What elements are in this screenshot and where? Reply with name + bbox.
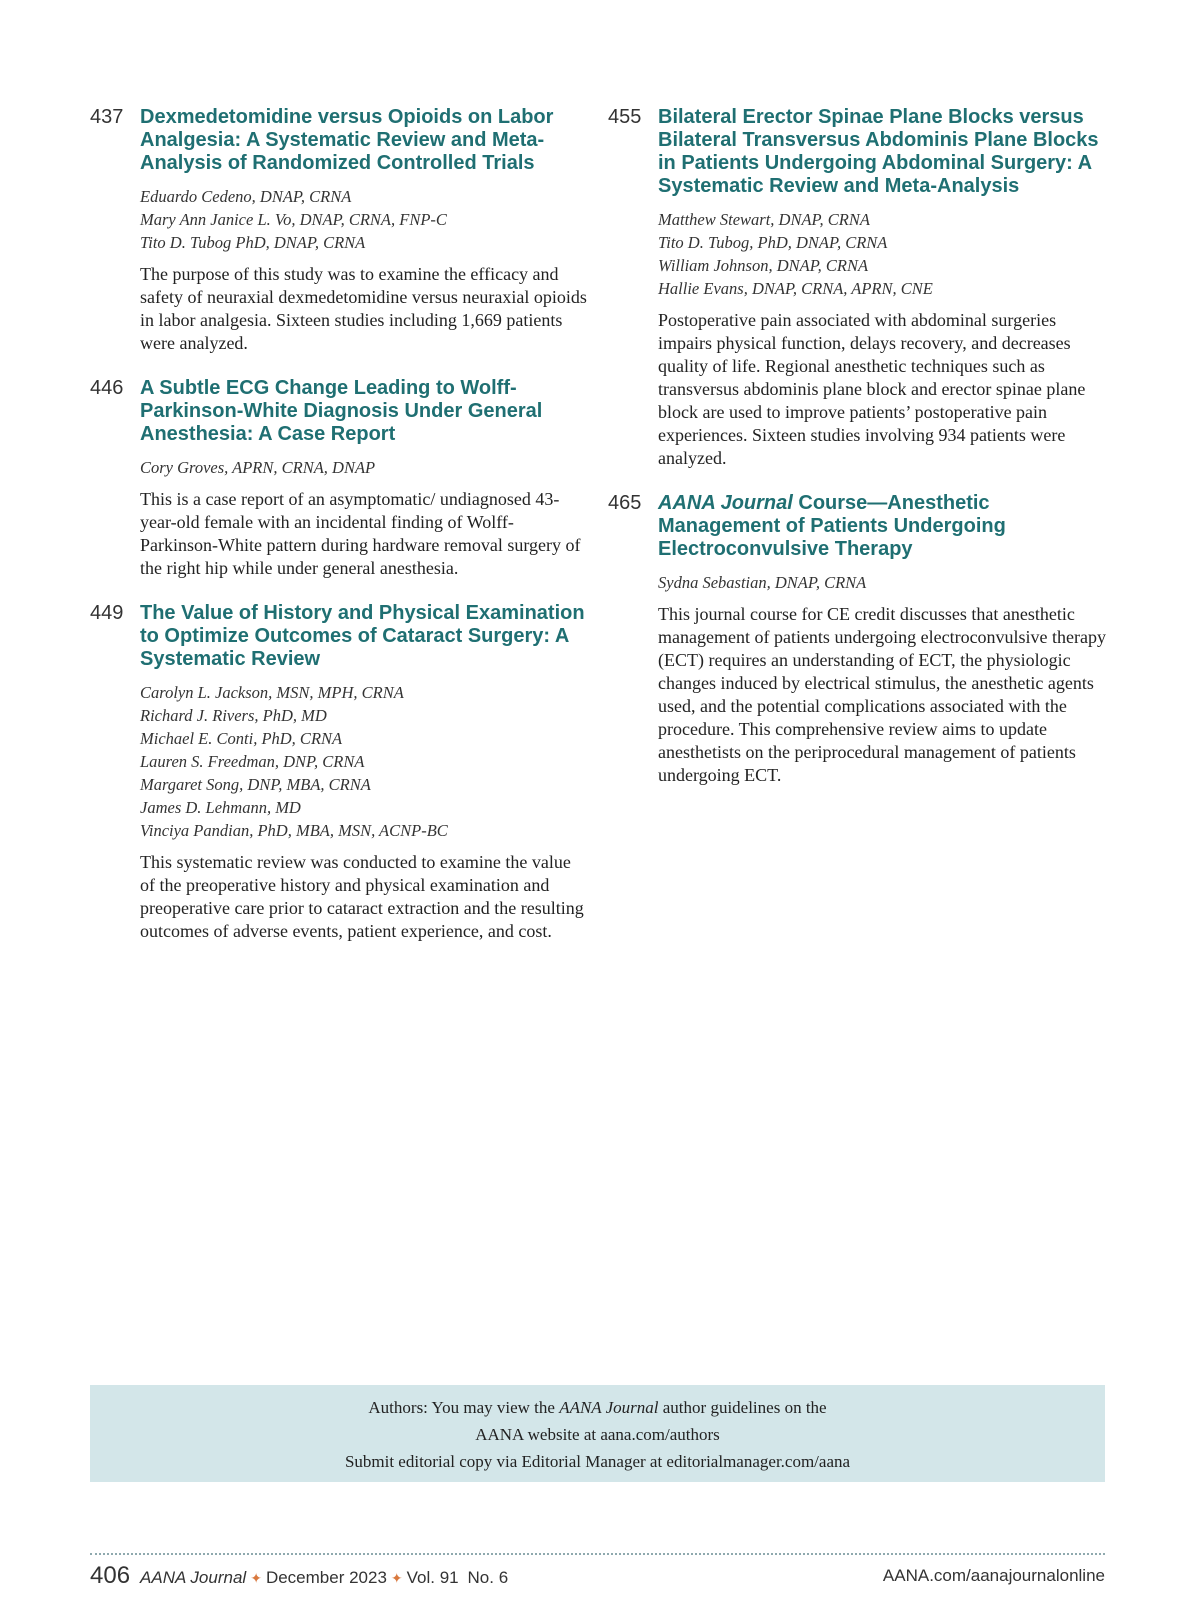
author: Matthew Stewart, DNAP, CRNA <box>658 210 870 229</box>
article-summary: This systematic review was conducted to examine the value of the preoperative history and physical examination and preoperative care prior to cataract extraction and the resulting outcomes of adverse events, patient experience, and cost. <box>140 852 584 941</box>
author: Tito D. Tubog, PhD, DNAP, CRNA <box>658 233 888 252</box>
footer-website-link[interactable]: AANA.com/aanajournalonline <box>882 1566 1105 1585</box>
author: Cory Groves, APRN, CRNA, DNAP <box>140 458 376 477</box>
right-column <box>608 106 1108 809</box>
article-title-text: Course—Anesthetic Management of Patients Undergoing Electroconvulsive Therapy <box>658 492 1006 560</box>
article-title[interactable]: Bilateral Erector Spinae Plane Blocks versus Bilateral Transversus Abdominis Plane Blocks in Patients Undergoing Abdominal Surgery: A Systematic Review and Meta-Analysis <box>658 106 1099 197</box>
article-authors <box>658 571 1108 594</box>
article-page-number: 437 <box>90 106 124 128</box>
article-title[interactable]: Dexmedetomidine versus Opioids on Labor Analgesia: A Systematic Review and Meta-Analysis of Randomized Controlled Trials <box>140 106 554 174</box>
article-summary: The purpose of this study was to examine the efficacy and safety of neuraxial dexmedetomidine versus neuraxial opioids in labor analgesia. Sixteen studies including 1,669 patients were analyzed. <box>140 264 587 353</box>
toc-entry <box>608 106 1108 470</box>
article-title[interactable]: A Subtle ECG Change Leading to Wolff-Parkinson-White Diagnosis Under General Anesthesia: A Case Report <box>140 377 543 445</box>
notice-text: author guidelines on the <box>658 1398 827 1417</box>
author: Hallie Evans, DNAP, CRNA, APRN, CNE <box>658 279 933 298</box>
footer-date: December 2023 <box>265 1568 387 1587</box>
author: Carolyn L. Jackson, MSN, MPH, CRNA <box>140 683 404 702</box>
folio-page-number: 406 <box>90 1562 131 1589</box>
footer-citation <box>90 1562 508 1590</box>
notice-website-line[interactable]: AANA website at aana.com/authors <box>475 1425 720 1444</box>
notice-submission-line[interactable]: Submit editorial copy via Editorial Manager at editorialmanager.com/aana <box>344 1452 851 1471</box>
notice-line <box>90 1394 1105 1421</box>
footer-divider <box>90 1553 1105 1555</box>
article-page-number: 449 <box>90 602 124 624</box>
footer-issue: No. 6 <box>467 1568 509 1587</box>
article-authors <box>658 208 1108 300</box>
author: Lauren S. Freedman, DNP, CRNA <box>140 752 365 771</box>
article-summary: Postoperative pain associated with abdominal surgeries impairs physical function, delays recovery, and decreases quality of life. Regional anesthetic techniques such as transversus abdominis plane block and erector spinae plane block are used to improve patients’ postoperative pain experiences. Sixteen studies involving 934 patients were analyzed. <box>658 310 1086 468</box>
footer-volume: Vol. 91 <box>406 1568 459 1587</box>
toc-entry <box>90 602 590 943</box>
article-title[interactable]: The Value of History and Physical Examination to Optimize Outcomes of Cataract Surgery: A Systematic Review <box>140 602 585 670</box>
author: William Johnson, DNAP, CRNA <box>658 256 869 275</box>
toc-entry <box>90 106 590 355</box>
article-summary: This journal course for CE credit discusses that anesthetic management of patients undergoing electroconvulsive therapy (ECT) requires an understanding of ECT, the physiologic changes induced by electrical stimulus, the anesthetic agents used, and the potential complications associated with the procedure. This comprehensive review aims to update anesthetists on the periprocedural management of patients undergoing ECT. <box>658 604 1107 785</box>
author: Sydna Sebastian, DNAP, CRNA <box>658 573 867 592</box>
footer-journal-name: AANA Journal <box>140 1568 247 1587</box>
page-footer <box>90 1562 1105 1590</box>
author: James D. Lehmann, MD <box>140 798 301 817</box>
author-guidelines-notice <box>90 1385 1105 1482</box>
article-authors <box>140 681 590 842</box>
notice-text: Authors: You may view the <box>368 1398 560 1417</box>
article-authors <box>140 185 590 254</box>
article-page-number: 465 <box>608 492 642 514</box>
author: Michael E. Conti, PhD, CRNA <box>140 729 343 748</box>
author: Vinciya Pandian, PhD, MBA, MSN, ACNP-BC <box>140 821 448 840</box>
article-authors <box>140 456 590 479</box>
author: Mary Ann Janice L. Vo, DNAP, CRNA, FNP-C <box>140 210 447 229</box>
left-column <box>90 106 590 965</box>
article-page-number: 446 <box>90 377 124 399</box>
author: Eduardo Cedeno, DNAP, CRNA <box>140 187 352 206</box>
article-summary: This is a case report of an asymptomatic/ undiagnosed 43-year-old female with an incidental finding of Wolff-Parkinson-White pattern during hardware removal surgery of the right hip while under general anesthesia. <box>140 489 581 578</box>
author: Richard J. Rivers, PhD, MD <box>140 706 327 725</box>
article-page-number: 455 <box>608 106 642 128</box>
article-title[interactable] <box>658 492 1108 561</box>
separator-diamond-icon: ✦ <box>390 1570 403 1586</box>
author: Tito D. Tubog PhD, DNAP, CRNA <box>140 233 366 252</box>
separator-diamond-icon: ✦ <box>250 1570 262 1586</box>
toc-entry <box>608 492 1108 787</box>
notice-journal-name: AANA Journal <box>559 1398 659 1417</box>
article-title-journal-name: AANA Journal <box>658 492 793 514</box>
toc-entry <box>90 377 590 580</box>
author: Margaret Song, DNP, MBA, CRNA <box>140 775 371 794</box>
